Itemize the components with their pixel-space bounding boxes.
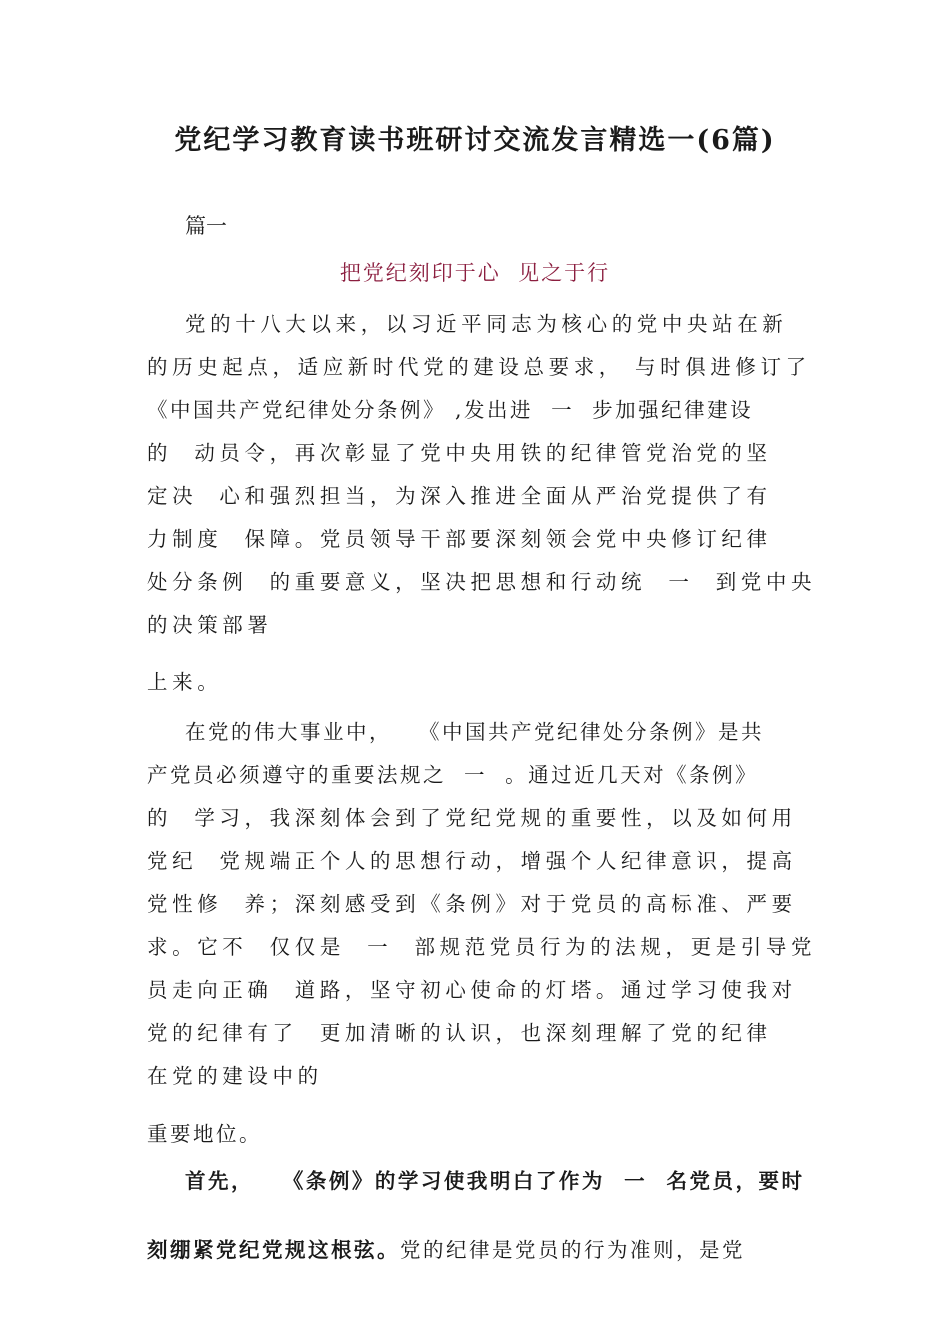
paragraph-text: 党的纪律是党员的行为准则，是党 bbox=[400, 1238, 745, 1262]
paragraph-tail: 重要地位。 bbox=[147, 1122, 262, 1146]
paragraph-line: 《中国共产党纪律处分条例》 ,发出进 一 步加强纪律建设 bbox=[147, 398, 754, 422]
paragraph-line: 处分条例 的重要意义，坚决把思想和行动统 一 到党中央 bbox=[147, 570, 817, 594]
paragraph-line: 定决 心和强烈担当，为深入推进全面从严治党提供了有 bbox=[147, 484, 772, 508]
paragraph-line: 党的纪律有了 更加清晰的认识，也深刻理解了党的纪律 bbox=[147, 1021, 772, 1045]
paragraph-line: 的决策部署 bbox=[147, 613, 273, 637]
paragraph-line: 的 动员令，再次彰显了党中央用铁的纪律管党治党的坚 bbox=[147, 441, 772, 465]
paragraph-line: 求。它不 仅仅是 一 部规范党员行为的法规，更是引导党 bbox=[147, 935, 817, 959]
paragraph-tail: 上来。 bbox=[147, 670, 223, 694]
article-subtitle: 把党纪刻印于心 见之于行 bbox=[339, 261, 611, 285]
paragraph-line: 在党的伟大事业中， 《中国共产党纪律处分条例》是共 bbox=[185, 720, 765, 744]
bold-lead-phrase: 刻绷紧党纪党规这根弦。 bbox=[147, 1238, 400, 1262]
document-title: 党纪学习教育读书班研讨交流发言精选一(6篇) bbox=[174, 125, 776, 156]
paragraph-line: 产党员必须遵守的重要法规之 一 。通过近几天对《条例》 bbox=[147, 763, 759, 787]
paragraph-line: 党纪 党规端正个人的思想行动，增强个人纪律意识，提高 bbox=[147, 849, 797, 873]
paragraph-line: 力制度 保障。党员领导干部要深刻领会党中央修订纪律 bbox=[147, 527, 772, 551]
paragraph-line: 的 学习，我深刻体会到了党纪党规的重要性，以及如何用 bbox=[147, 806, 797, 830]
paragraph-line: 员走向正确 道路，坚守初心使命的灯塔。通过学习使我对 bbox=[147, 978, 797, 1002]
paragraph-line: 的历史起点，适应新时代党的建设总要求， 与时俱进修订了 bbox=[147, 355, 811, 379]
section-label: 篇一 bbox=[185, 214, 227, 238]
paragraph-line: 在党的建设中的 bbox=[147, 1064, 323, 1088]
paragraph-line: 党的十八大以来，以习近平同志为核心的党中央站在新 bbox=[185, 312, 788, 336]
paragraph-line: 党性修 养；深刻感受到《条例》对于党员的高标准、严要 bbox=[147, 892, 797, 916]
paragraph-line bbox=[147, 1236, 807, 1264]
paragraph-line-bold: 首先， 《条例》的学习使我明白了作为 一 名党员，要时 bbox=[185, 1169, 805, 1193]
